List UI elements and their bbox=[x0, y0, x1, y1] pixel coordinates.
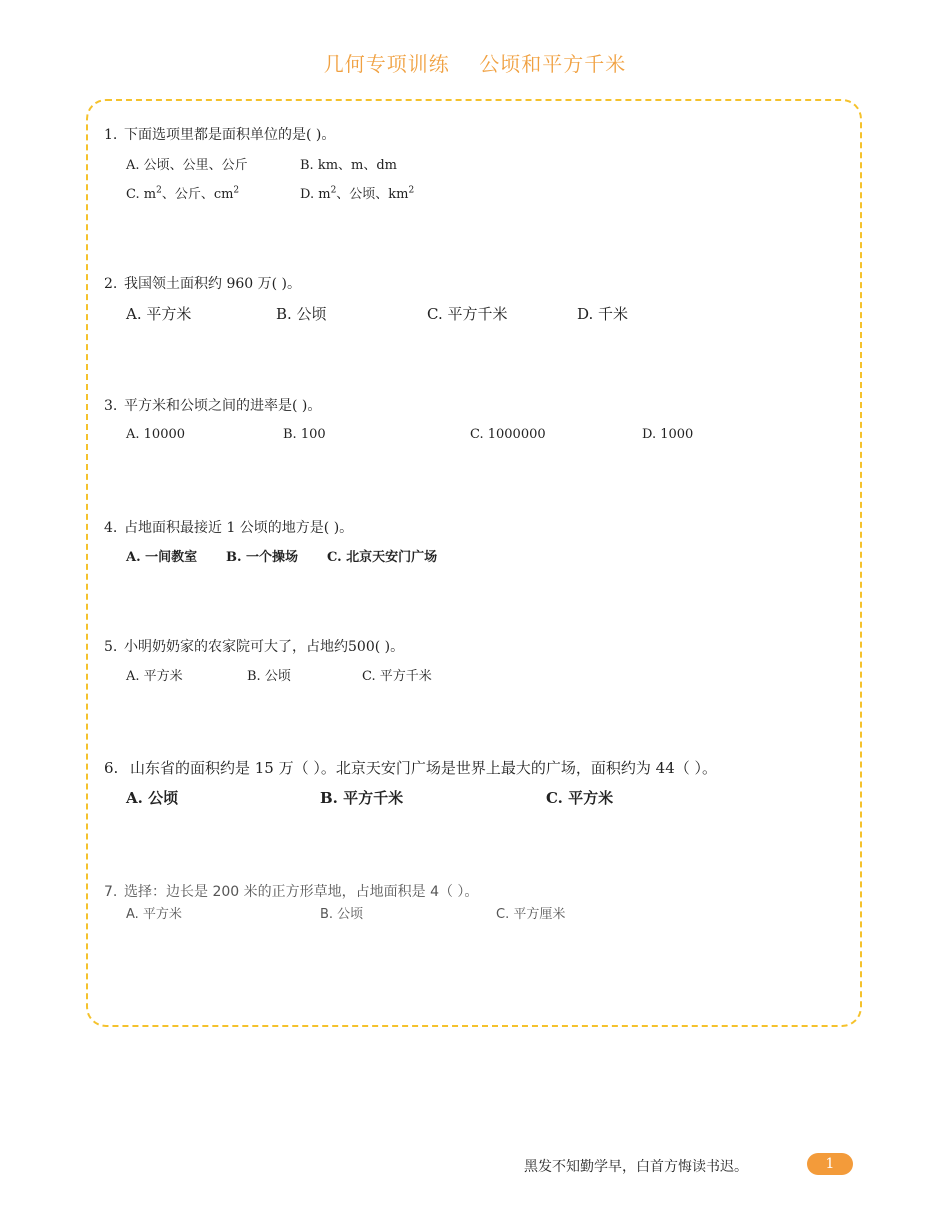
q5-option-b[interactable]: B. 公顷 bbox=[247, 669, 291, 684]
q1-option-b[interactable]: B. km、m、dm bbox=[300, 158, 397, 173]
question-number: 3. bbox=[104, 398, 118, 414]
q7-option-a[interactable]: A. 平方米 bbox=[126, 907, 182, 922]
question-number: 7. bbox=[104, 884, 118, 900]
q3-option-b[interactable]: B. 100 bbox=[283, 427, 326, 442]
superscript: 2 bbox=[233, 185, 240, 196]
superscript: 2 bbox=[408, 185, 415, 196]
q3-option-d[interactable]: D. 1000 bbox=[642, 427, 694, 442]
question-7 bbox=[104, 881, 478, 901]
q2-option-d[interactable]: D. 千米 bbox=[577, 305, 629, 323]
question-text: 占地面积最接近 1 公顷的地方是( )。 bbox=[124, 520, 354, 536]
question-number: 6. bbox=[104, 759, 119, 777]
q7-option-b[interactable]: B. 公顷 bbox=[320, 907, 364, 922]
question-text: 选择：边长是 200 米的正方形草地，占地面积是 4（ ）。 bbox=[124, 884, 479, 900]
q2-option-b[interactable]: B. 公顷 bbox=[276, 305, 327, 323]
q2-option-c[interactable]: C. 平方千米 bbox=[427, 305, 508, 323]
q4-option-c[interactable]: C. 北京天安门广场 bbox=[327, 550, 438, 565]
q1-option-c[interactable] bbox=[126, 183, 239, 202]
question-3 bbox=[104, 395, 321, 415]
q3-option-c[interactable]: C. 1000000 bbox=[470, 427, 546, 442]
question-text: 小明奶奶家的农家院可大了，占地约500( )。 bbox=[124, 639, 405, 655]
q4-option-a[interactable]: A. 一间教室 bbox=[126, 550, 198, 565]
question-text: 山东省的面积约是 15 万（ ）。北京天安门广场是世界上最大的广场，面积约为 44（ ）。 bbox=[130, 759, 718, 777]
question-number: 4. bbox=[104, 520, 118, 536]
q5-option-c[interactable]: C. 平方千米 bbox=[362, 669, 432, 684]
question-6 bbox=[104, 757, 717, 778]
question-number: 5. bbox=[104, 639, 118, 655]
question-2 bbox=[104, 273, 301, 293]
q6-option-b[interactable]: B. 平方千米 bbox=[320, 789, 404, 807]
footer-motto: 黑发不知勤学早，白首方悔读书迟。 bbox=[524, 1159, 748, 1175]
option-text: 、公斤、cm bbox=[161, 187, 234, 202]
option-text: D. m bbox=[300, 187, 331, 202]
question-5 bbox=[104, 636, 404, 656]
q4-option-b[interactable]: B. 一个操场 bbox=[226, 550, 299, 565]
option-text: C. m bbox=[126, 187, 157, 202]
q7-option-c[interactable]: C. 平方厘米 bbox=[496, 907, 566, 922]
option-text: 、公顷、km bbox=[336, 187, 409, 202]
question-text: 下面选项里都是面积单位的是( )。 bbox=[124, 127, 336, 143]
question-text: 平方米和公顷之间的进率是( )。 bbox=[124, 398, 322, 414]
superscript: 2 bbox=[156, 185, 162, 196]
question-number: 2. bbox=[104, 276, 118, 292]
question-1 bbox=[104, 124, 335, 144]
q5-option-a[interactable]: A. 平方米 bbox=[126, 669, 183, 684]
q1-option-a[interactable]: A. 公顷、公里、公斤 bbox=[126, 158, 248, 173]
q6-option-c[interactable]: C. 平方米 bbox=[546, 789, 614, 807]
question-text: 我国领土面积约 960 万( )。 bbox=[124, 276, 301, 292]
question-4 bbox=[104, 517, 353, 537]
question-number: 1. bbox=[104, 127, 118, 143]
superscript: 2 bbox=[330, 185, 337, 196]
q2-option-a[interactable]: A. 平方米 bbox=[126, 305, 192, 323]
q3-option-a[interactable]: A. 10000 bbox=[126, 427, 186, 442]
q1-option-d[interactable] bbox=[300, 183, 414, 202]
q6-option-a[interactable]: A. 公顷 bbox=[126, 789, 179, 807]
page-number-badge: 1 bbox=[807, 1153, 853, 1175]
page-title: 几何专项训练 公顷和平方千米 bbox=[323, 52, 627, 76]
